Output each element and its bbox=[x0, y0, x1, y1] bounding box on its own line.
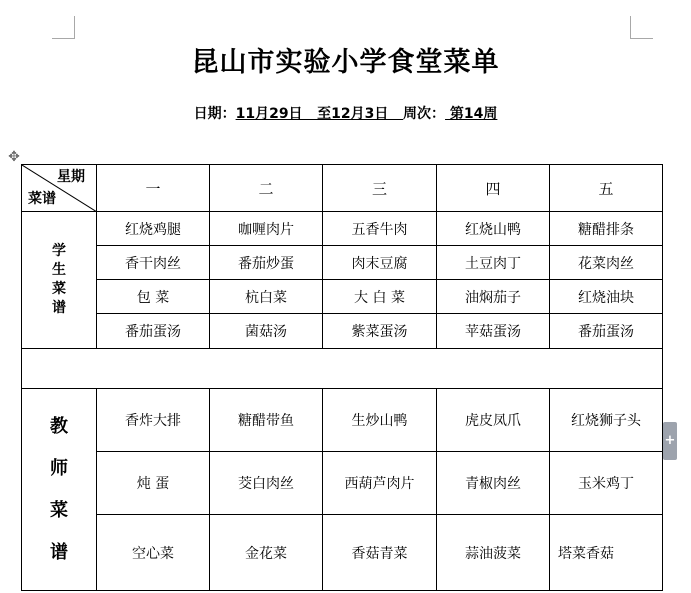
table-row bbox=[22, 452, 663, 515]
menu-cell: 香干肉丝 bbox=[97, 246, 210, 280]
menu-cell: 番茄炒蛋 bbox=[210, 246, 323, 280]
menu-cell: 花菜肉丝 bbox=[550, 246, 663, 280]
menu-cell: 香菇青菜 bbox=[323, 515, 437, 591]
menu-cell: 包 菜 bbox=[97, 280, 210, 314]
menu-cell: 菌菇汤 bbox=[210, 314, 323, 349]
menu-cell: 番茄蛋汤 bbox=[97, 314, 210, 349]
date-line bbox=[0, 103, 691, 123]
menu-cell: 红烧狮子头 bbox=[550, 389, 663, 452]
menu-cell: 蒜油菠菜 bbox=[437, 515, 550, 591]
date-label: 日期： bbox=[193, 106, 236, 122]
menu-cell: 空心菜 bbox=[97, 515, 210, 591]
menu-cell: 肉末豆腐 bbox=[323, 246, 437, 280]
menu-cell: 玉米鸡丁 bbox=[550, 452, 663, 515]
menu-cell: 杭白菜 bbox=[210, 280, 323, 314]
menu-cell: 大 白 菜 bbox=[323, 280, 437, 314]
menu-cell: 红烧山鸭 bbox=[437, 212, 550, 246]
corner-top-label: 星期 bbox=[57, 169, 85, 185]
crop-mark-top-left bbox=[52, 16, 75, 39]
day-header-2: 二 bbox=[210, 165, 323, 212]
menu-table bbox=[21, 164, 663, 591]
table-row bbox=[22, 212, 663, 246]
menu-cell: 红烧鸡腿 bbox=[97, 212, 210, 246]
plus-icon[interactable]: + bbox=[663, 422, 677, 460]
corner-bottom-label: 菜谱 bbox=[28, 191, 56, 207]
menu-cell: 香炸大排 bbox=[97, 389, 210, 452]
menu-cell: 苹菇蛋汤 bbox=[437, 314, 550, 349]
day-header-4: 四 bbox=[437, 165, 550, 212]
menu-cell: 咖喱肉片 bbox=[210, 212, 323, 246]
menu-cell: 油焖茄子 bbox=[437, 280, 550, 314]
menu-cell: 虎皮凤爪 bbox=[437, 389, 550, 452]
date-value: 11月29日 至12月3日 bbox=[235, 106, 404, 122]
menu-cell: 紫菜蛋汤 bbox=[323, 314, 437, 349]
spacer-row bbox=[22, 349, 663, 389]
day-header-3: 三 bbox=[323, 165, 437, 212]
menu-cell: 土豆肉丁 bbox=[437, 246, 550, 280]
move-handle-icon[interactable]: ✥ bbox=[8, 149, 20, 165]
menu-cell: 生炒山鸭 bbox=[323, 389, 437, 452]
table-row bbox=[22, 515, 663, 591]
menu-cell: 五香牛肉 bbox=[323, 212, 437, 246]
table-row bbox=[22, 280, 663, 314]
teacher-menu-label: 教师菜谱 bbox=[22, 389, 97, 591]
week-label: 周次： bbox=[403, 106, 446, 122]
menu-cell: 茭白肉丝 bbox=[210, 452, 323, 515]
menu-cell: 西葫芦肉片 bbox=[323, 452, 437, 515]
page-title: 昆山市实验小学食堂菜单 bbox=[191, 47, 500, 78]
day-header-5: 五 bbox=[550, 165, 663, 212]
day-header-1: 一 bbox=[97, 165, 210, 212]
menu-cell: 塔菜香菇 bbox=[550, 515, 663, 591]
menu-cell: 红烧油块 bbox=[550, 280, 663, 314]
menu-cell: 糖醋带鱼 bbox=[210, 389, 323, 452]
menu-cell: 糖醋排条 bbox=[550, 212, 663, 246]
crop-mark-top-right bbox=[630, 16, 653, 39]
table-row bbox=[22, 314, 663, 349]
menu-cell: 番茄蛋汤 bbox=[550, 314, 663, 349]
header-row bbox=[22, 165, 663, 212]
menu-cell: 炖 蛋 bbox=[97, 452, 210, 515]
student-menu-label: 学生菜谱 bbox=[22, 212, 97, 349]
spacer-cell bbox=[22, 349, 663, 389]
menu-cell: 青椒肉丝 bbox=[437, 452, 550, 515]
week-value: 第14周 bbox=[445, 106, 498, 122]
table-row bbox=[22, 389, 663, 452]
table-row bbox=[22, 246, 663, 280]
corner-cell bbox=[22, 165, 97, 212]
menu-cell: 金花菜 bbox=[210, 515, 323, 591]
